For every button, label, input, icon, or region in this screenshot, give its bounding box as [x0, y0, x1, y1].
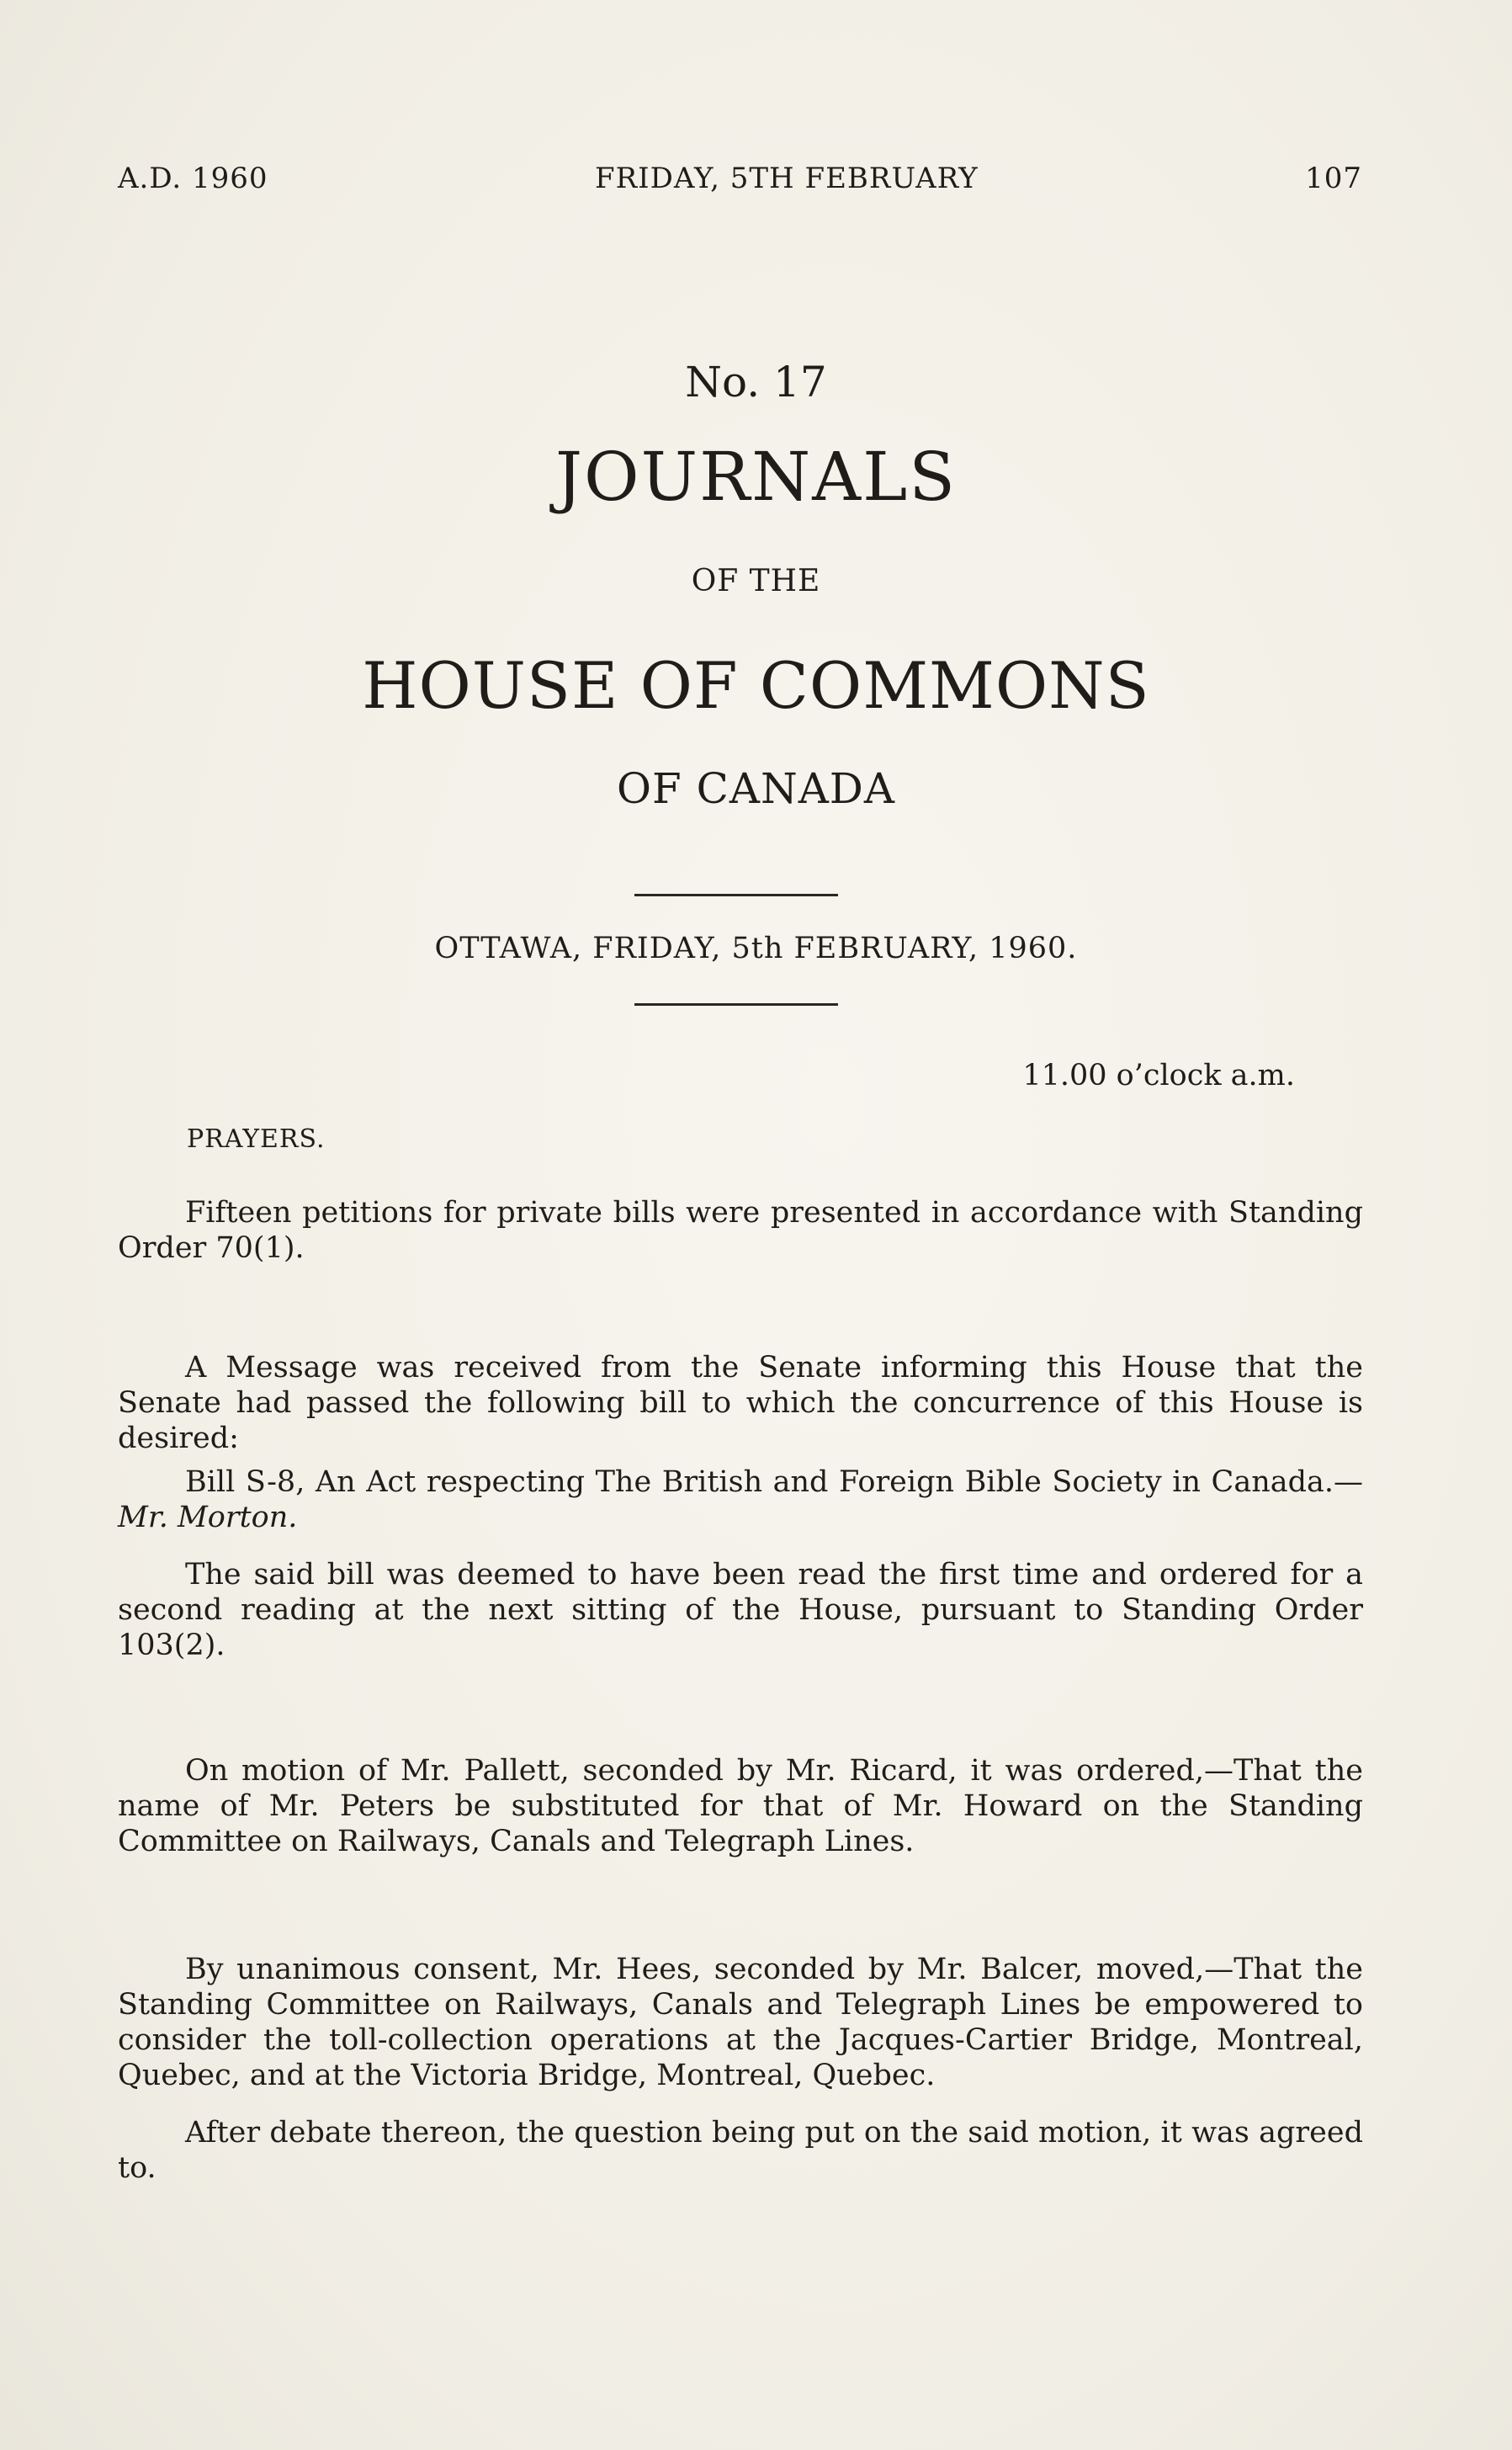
senate-message-paragraph: A Message was received from the Senate informing this House that the Senate had passed the following bill to which the concurrence of this House is desired: — [118, 1351, 1363, 1455]
header-date: FRIDAY, 5TH FEBRUARY — [594, 162, 979, 195]
bill-sponsor: Mr. Morton. — [118, 1501, 298, 1534]
bill-paragraph — [118, 1464, 1363, 1535]
of-canada-line: OF CANADA — [617, 764, 895, 813]
dateline: OTTAWA, FRIDAY, 5th FEBRUARY, 1960. — [434, 932, 1078, 965]
pallett-motion-paragraph: On motion of Mr. Pallett, seconded by Mr. Ricard, it was ordered,—That the name of Mr. Peters be substituted for that of Mr. Howard on the Standing Committee on Railways, Canals and Telegraph Lines. — [118, 1754, 1363, 1858]
divider-rule — [634, 894, 838, 896]
prayers-heading: PRAYERS. — [187, 1124, 326, 1154]
hees-motion-paragraph: By unanimous consent, Mr. Hees, seconded by Mr. Balcer, moved,—That the Standing Committee on Railways, Canals and Telegraph Lines be empowered to consider the toll-collection operations at the Jacques-Cartier Bridge, Montreal, Quebec, and at the Victoria Bridge, Montreal, Quebec. — [118, 1953, 1363, 2092]
bill-title: Bill S-8, An Act respecting The British and Foreign Bible Society in Canada.— — [185, 1465, 1363, 1499]
header-year: A.D. 1960 — [118, 162, 268, 195]
petitions-paragraph: Fifteen petitions for private bills were presented in accordance with Standing Order 70(1). — [118, 1196, 1363, 1265]
page-number: 107 — [1305, 162, 1362, 195]
running-head — [118, 162, 1362, 195]
journal-number: No. 17 — [685, 358, 827, 407]
sitting-time: 11.00 o’clock a.m. — [1022, 1059, 1295, 1092]
of-the-line: OF THE — [691, 564, 821, 598]
first-reading-paragraph: The said bill was deemed to have been read the first time and ordered for a second reading at the next sitting of the House, pursuant to Standing Order 103(2). — [118, 1558, 1363, 1662]
journals-title: JOURNALS — [554, 438, 957, 516]
debate-paragraph: After debate thereon, the question being put on the said motion, it was agreed to. — [118, 2116, 1363, 2185]
house-of-commons-title: HOUSE OF COMMONS — [362, 648, 1150, 723]
divider-rule — [634, 1003, 838, 1006]
